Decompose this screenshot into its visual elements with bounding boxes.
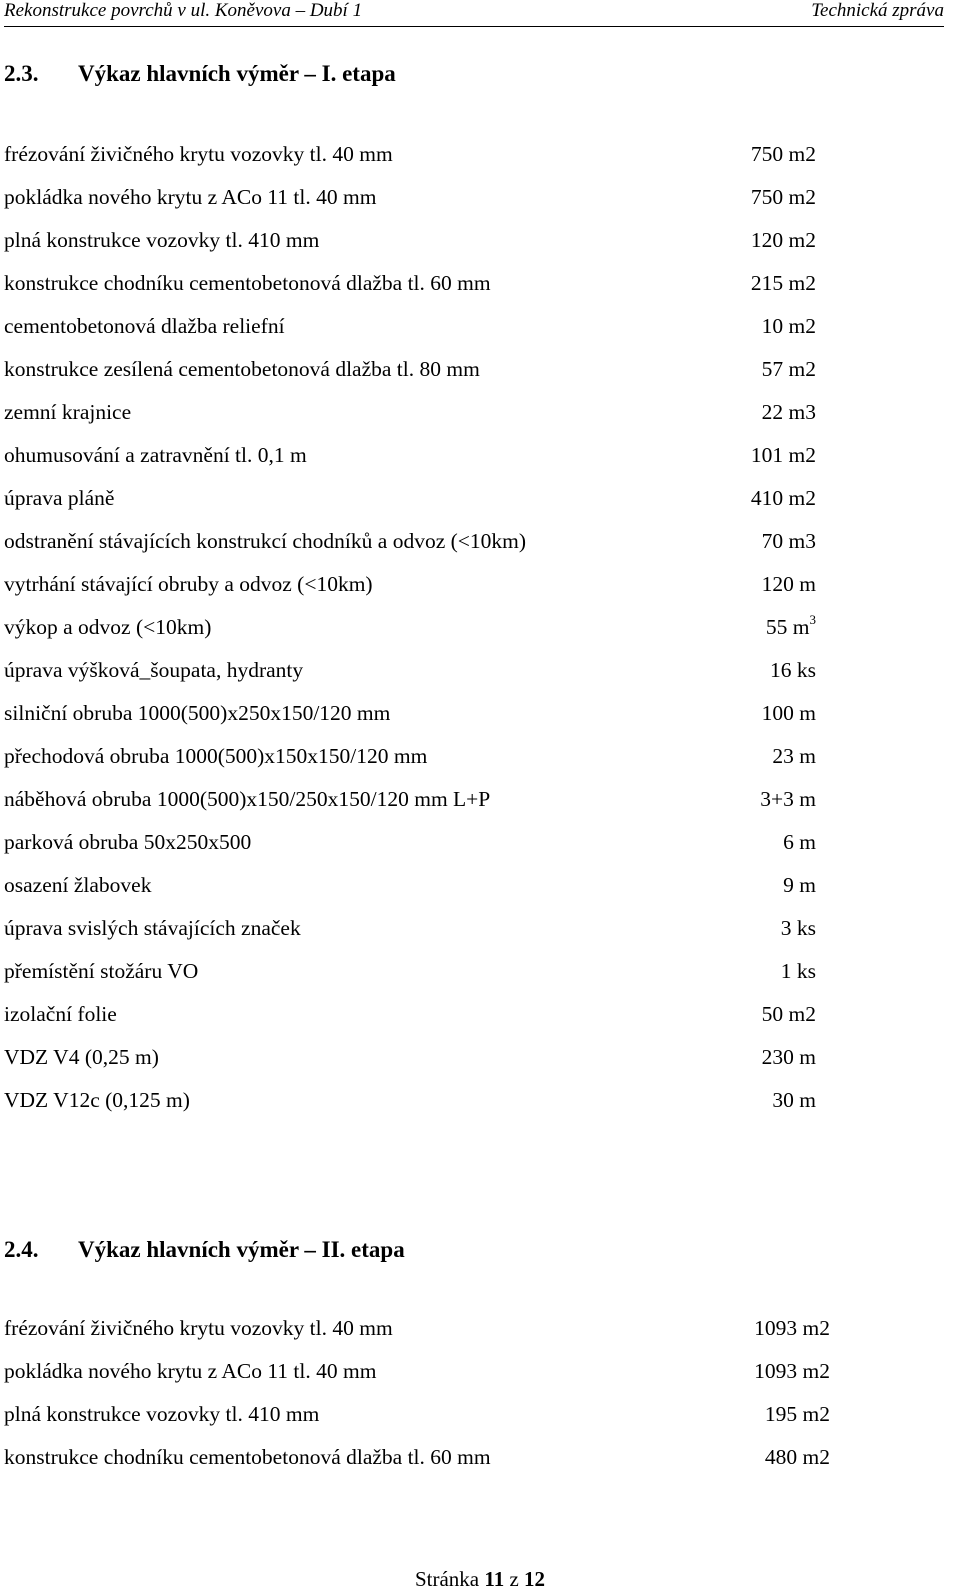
section-number: 2.4. — [4, 1237, 39, 1262]
item-name: odstranění stávajících konstrukcí chodníků a odvoz (<10km) — [4, 529, 527, 553]
item-quantity — [751, 226, 816, 254]
item-name: vytrhání stávající obruby a odvoz (<10km) — [4, 572, 373, 596]
table-row — [4, 355, 944, 398]
current-page-number: 11 — [484, 1567, 505, 1591]
item-quantity — [762, 570, 816, 598]
table-row — [4, 570, 944, 613]
item-quantity-value: 57 m2 — [761, 357, 816, 381]
item-name: konstrukce chodníku cementobetonová dlažba tl. 60 mm — [4, 271, 491, 295]
item-name: přemístění stožáru VO — [4, 959, 199, 983]
page-number-separator: z — [509, 1567, 519, 1591]
item-quantity — [772, 1086, 816, 1114]
item-quantity-value: 750 m2 — [750, 185, 816, 209]
item-quantity-value: 23 m — [772, 744, 816, 768]
table-row — [4, 183, 944, 226]
page-footer — [0, 1566, 960, 1592]
item-name: VDZ V12c (0,125 m) — [4, 1088, 190, 1112]
header-project-title: Rekonstrukce povrchů v ul. Koněvova – Dubí 1 — [4, 0, 363, 21]
section-title-stage-2 — [4, 1236, 405, 1264]
table-row — [4, 441, 944, 484]
item-quantity — [781, 914, 816, 942]
item-quantity-value: 3 ks — [780, 916, 816, 940]
item-quantity-value: 120 m2 — [750, 228, 816, 252]
item-name: plná konstrukce vozovky tl. 410 mm — [4, 1402, 320, 1426]
item-quantity — [766, 613, 816, 641]
item-name: VDZ V4 (0,25 m) — [4, 1045, 159, 1069]
item-name: náběhová obruba 1000(500)x150/250x150/120 mm L+P — [4, 787, 491, 811]
page-header — [4, 0, 944, 27]
table-row — [4, 1357, 944, 1400]
table-row — [4, 742, 944, 785]
item-quantity — [762, 355, 816, 383]
item-quantity-value: 1093 m2 — [754, 1359, 830, 1383]
item-quantity-exponent: 3 — [809, 612, 816, 627]
item-quantity — [781, 957, 816, 985]
item-quantity-value: 230 m — [761, 1045, 816, 1069]
item-quantity — [765, 1400, 830, 1428]
item-name: frézování živičného krytu vozovky tl. 40 mm — [4, 142, 393, 166]
table-row — [4, 785, 944, 828]
item-quantity-value: 16 ks — [770, 658, 816, 682]
item-quantity — [762, 527, 816, 555]
item-quantity-value: 55 m — [765, 615, 810, 639]
item-name: osazení žlabovek — [4, 873, 152, 897]
item-quantity — [762, 699, 816, 727]
item-quantity-value: 22 m3 — [761, 400, 816, 424]
section-number: 2.3. — [4, 61, 39, 86]
table-row — [4, 484, 944, 527]
table-row — [4, 957, 944, 1000]
item-name: izolační folie — [4, 1002, 117, 1026]
table-row — [4, 527, 944, 570]
item-quantity-value: 100 m — [761, 701, 816, 725]
table-row — [4, 914, 944, 957]
item-quantity — [754, 1314, 830, 1342]
item-name: úprava výšková_šoupata, hydranty — [4, 658, 304, 682]
item-name: cementobetonová dlažba reliefní — [4, 314, 285, 338]
table-row — [4, 699, 944, 742]
item-quantity — [765, 1443, 830, 1471]
table-row — [4, 656, 944, 699]
item-name: silniční obruba 1000(500)x250x150/120 mm — [4, 701, 391, 725]
item-name: parková obruba 50x250x500 — [4, 830, 252, 854]
item-name: plná konstrukce vozovky tl. 410 mm — [4, 228, 320, 252]
item-name: pokládka nového krytu z ACo 11 tl. 40 mm — [4, 185, 377, 209]
item-quantity-value: 480 m2 — [764, 1445, 830, 1469]
item-quantity — [783, 828, 816, 856]
item-quantity — [751, 441, 816, 469]
item-quantity-value: 1 ks — [780, 959, 816, 983]
item-quantity — [762, 398, 816, 426]
quantities-list-stage-1 — [4, 140, 944, 1129]
item-name: úprava pláně — [4, 486, 115, 510]
item-quantity — [783, 871, 816, 899]
item-name: konstrukce zesílená cementobetonová dlažba tl. 80 mm — [4, 357, 480, 381]
table-row — [4, 1043, 944, 1086]
item-quantity-value: 3+3 m — [760, 787, 816, 811]
item-quantity — [772, 742, 816, 770]
item-quantity — [751, 484, 816, 512]
item-quantity-value: 50 m2 — [761, 1002, 816, 1026]
item-quantity — [762, 1000, 816, 1028]
item-quantity-value: 6 m — [783, 830, 816, 854]
item-quantity — [754, 1357, 830, 1385]
item-quantity-value: 9 m — [783, 873, 816, 897]
quantities-list-stage-2 — [4, 1314, 944, 1486]
table-row — [4, 613, 944, 656]
item-quantity-value: 410 m2 — [750, 486, 816, 510]
table-row — [4, 871, 944, 914]
table-row — [4, 828, 944, 871]
table-row — [4, 1400, 944, 1443]
item-name: úprava svislých stávajících značek — [4, 916, 301, 940]
item-quantity-value: 10 m2 — [761, 314, 816, 338]
table-row — [4, 1086, 944, 1129]
table-row — [4, 140, 944, 183]
item-quantity-value: 70 m3 — [761, 529, 816, 553]
item-quantity-value: 215 m2 — [750, 271, 816, 295]
section-title-text: Výkaz hlavních výměr – I. etapa — [78, 61, 396, 86]
item-name: ohumusování a zatravnění tl. 0,1 m — [4, 443, 307, 467]
item-quantity — [770, 656, 816, 684]
item-name: konstrukce chodníku cementobetonová dlažba tl. 60 mm — [4, 1445, 491, 1469]
item-quantity — [762, 1043, 816, 1071]
item-quantity — [751, 140, 816, 168]
page-number-prefix: Stránka — [414, 1567, 480, 1591]
total-page-count: 12 — [524, 1567, 546, 1591]
table-row — [4, 1443, 944, 1486]
table-row — [4, 398, 944, 441]
table-row — [4, 226, 944, 269]
item-name: výkop a odvoz (<10km) — [4, 615, 212, 639]
table-row — [4, 1000, 944, 1043]
item-name: pokládka nového krytu z ACo 11 tl. 40 mm — [4, 1359, 377, 1383]
item-quantity-value: 120 m — [761, 572, 816, 596]
item-quantity-value: 1093 m2 — [754, 1316, 830, 1340]
item-quantity-value: 195 m2 — [764, 1402, 830, 1426]
item-quantity — [762, 312, 816, 340]
item-quantity-value: 30 m — [772, 1088, 816, 1112]
section-title-text: Výkaz hlavních výměr – II. etapa — [78, 1237, 405, 1262]
table-row — [4, 269, 944, 312]
item-quantity-value: 101 m2 — [750, 443, 816, 467]
table-row — [4, 312, 944, 355]
item-name: zemní krajnice — [4, 400, 132, 424]
header-document-type: Technická zpráva — [811, 0, 944, 21]
item-name: přechodová obruba 1000(500)x150x150/120 mm — [4, 744, 428, 768]
item-quantity — [751, 183, 816, 211]
table-row — [4, 1314, 944, 1357]
item-quantity-value: 750 m2 — [750, 142, 816, 166]
item-quantity — [760, 785, 816, 813]
section-title-stage-1 — [4, 60, 396, 88]
item-quantity — [751, 269, 816, 297]
item-name: frézování živičného krytu vozovky tl. 40 mm — [4, 1316, 393, 1340]
